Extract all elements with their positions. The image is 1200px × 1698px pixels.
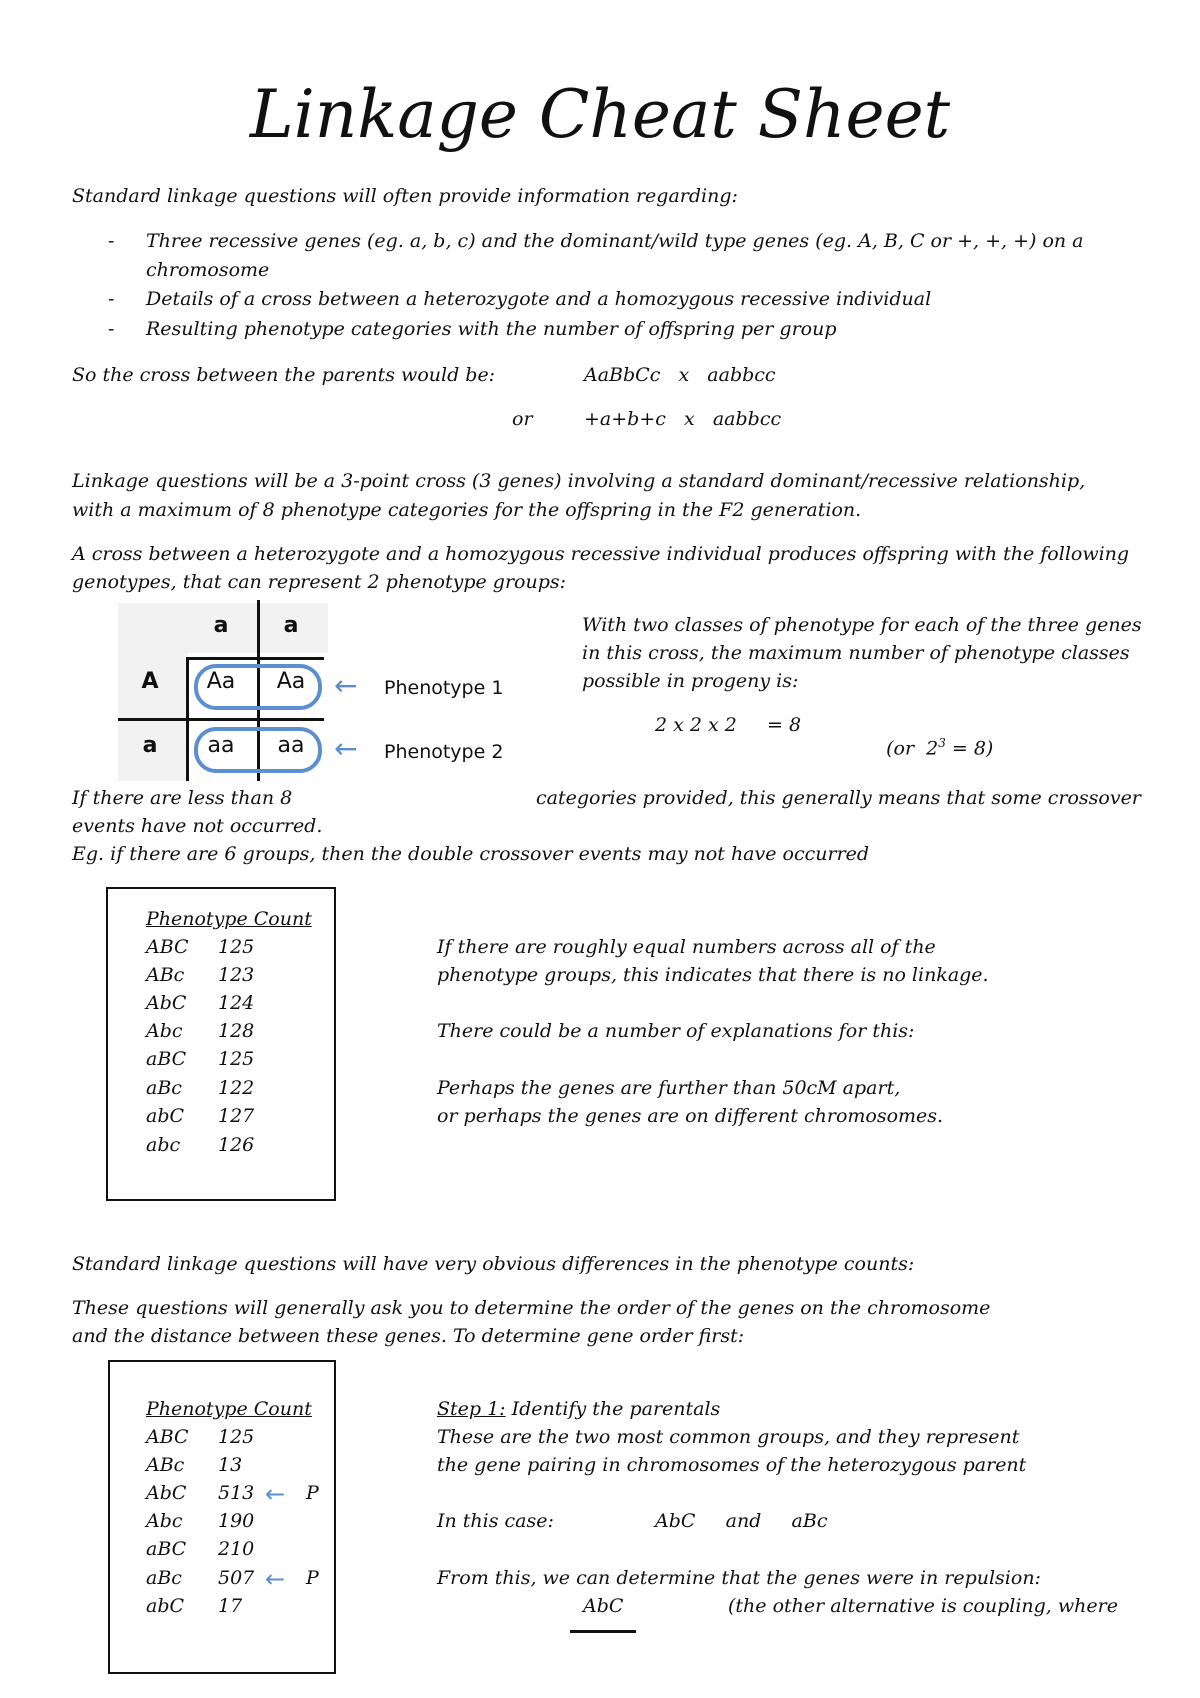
table-row-count: 17 [218,1595,243,1617]
no-linkage-line4: Perhaps the genes are further than 50cM apart, [437,1077,901,1099]
punnett-cell: Aa [276,669,306,694]
punnett-row-header: A [141,669,159,694]
max-classes-line1: With two classes of phenotype for each of the three genes [582,614,1142,636]
punnett-row-header: a [142,733,158,758]
less-than-part2: categories provided, this generally means that some crossover [536,787,1141,809]
table-row: AbC [146,992,187,1014]
table-row: Abc [146,1020,183,1042]
parental-marker: P [306,1482,319,1504]
step1-label: Step 1: [437,1398,506,1420]
table-row: aBc [146,1077,182,1099]
cross-1: AaBbCc x aabbcc [584,364,776,386]
coupling-text: (the other alternative is coupling, where [728,1595,1118,1617]
table-row-count: 124 [218,992,255,1014]
table-row-count: 126 [218,1134,255,1156]
repulsion-text: From this, we can determine that the genes were in repulsion: [437,1567,1041,1589]
punnett-col-header: a [283,613,299,638]
punnett-col-header: a [213,613,229,638]
phenotype-1-label: Phenotype 1 [384,677,504,699]
bullet-1-line1: Three recessive genes (eg. a, b, c) and the dominant/wild type genes (eg. A, B, C or +, +, +) on a [146,230,1084,252]
page-title: Linkage Cheat Sheet [249,76,951,153]
table-row: ABc [146,1454,185,1476]
bullet-2: Details of a cross between a heterozygote and a homozygous recessive individual [146,288,932,310]
table-row-count: 122 [218,1077,255,1099]
bullet-marker: - [108,230,115,252]
table-row: AbC [146,1482,187,1504]
max-classes-line2: in this cross, the maximum number of phenotype classes [582,642,1130,664]
cross-desc-line2: genotypes, that can represent 2 phenotype groups: [72,571,567,593]
table-row-count: 125 [218,936,255,958]
table-row-count: 13 [218,1454,243,1476]
table-row: aBC [146,1048,187,1070]
table-row-count: 128 [218,1020,255,1042]
chromosome-top: AbC [583,1595,624,1617]
table-row-count: 123 [218,964,255,986]
max-classes-calc: 2 x 2 x 2 = 8 [655,714,802,736]
cross-or: or [512,408,533,430]
chromosome-line [570,1630,636,1633]
table-row: abC [146,1105,185,1127]
step1-line1: These are the two most common groups, and they represent [437,1426,1020,1448]
max-classes-line3: possible in progeny is: [582,670,799,692]
intro-text: Standard linkage questions will often provide information regarding: [72,185,738,207]
phenotype-1-highlight [194,664,322,710]
grid-line [186,657,324,660]
table-row-count: 190 [218,1510,255,1532]
table-row: abC [146,1595,185,1617]
step1-title: Identify the parentals [505,1398,721,1420]
grid-line [186,657,189,781]
punnett-cell: Aa [206,669,236,694]
table-row: aBc [146,1567,182,1589]
table-row-count: 513 [218,1482,255,1504]
table-row-count: 125 [218,1048,255,1070]
three-point-line1: Linkage questions will be a 3-point cross (3 genes) involving a standard dominant/recessive relationship, [72,470,1086,492]
left-arrow-icon: ← [334,669,358,702]
table-row-count: 127 [218,1105,255,1127]
std-linkage-text: Standard linkage questions will have very obvious differences in the phenotype counts: [72,1253,915,1275]
no-linkage-line2: phenotype groups, this indicates that there is no linkage. [437,964,989,986]
punnett-cell: aa [277,733,305,758]
step1-line2: the gene pairing in chromosomes of the heterozygous parent [437,1454,1027,1476]
grid-line [118,718,324,721]
less-than-line3: Eg. if there are 6 groups, then the double crossover events may not have occurred [72,843,870,865]
table-row: aBC [146,1538,187,1560]
order-line2: and the distance between these genes. To determine gene order first: [72,1325,745,1347]
cross-2: +a+b+c x aabbcc [584,408,782,430]
less-than-part1: If there are less than 8 [72,787,293,809]
parental-marker: P [306,1567,319,1589]
bullet-marker: - [108,288,115,310]
left-arrow-icon: ← [334,732,358,765]
alt-suffix: = 8) [945,737,994,760]
bullet-3: Resulting phenotype categories with the number of offspring per group [146,318,837,340]
table-row-count: 210 [218,1538,255,1560]
step1-heading [437,1398,720,1420]
alt-prefix: (or 2 [886,737,939,760]
cross-label: So the cross between the parents would be: [72,364,496,386]
left-arrow-icon: ← [265,1565,286,1593]
bullet-marker: - [108,318,115,340]
table-row: Abc [146,1510,183,1532]
three-point-line2: with a maximum of 8 phenotype categories for the offspring in the F2 generation. [72,499,862,521]
alt-exponent: 3 [938,736,946,750]
phenotype-2-label: Phenotype 2 [384,741,504,763]
case-value: AbC and aBc [655,1510,828,1532]
less-than-line2: events have not occurred. [72,815,323,837]
table2-header: Phenotype Count [146,1398,312,1420]
table-row: abc [146,1134,181,1156]
no-linkage-line1: If there are roughly equal numbers across all of the [437,936,936,958]
table-row-count: 125 [218,1426,255,1448]
order-line1: These questions will generally ask you to determine the order of the genes on the chromosome [72,1297,991,1319]
table1-header: Phenotype Count [146,908,312,930]
punnett-cell: aa [207,733,235,758]
phenotype-2-highlight [194,727,322,773]
table-row: ABC [146,1426,189,1448]
cross-desc-line1: A cross between a heterozygote and a homozygous recessive individual produces offspring with the following [72,543,1130,565]
table-row: ABc [146,964,185,986]
no-linkage-line5: or perhaps the genes are on different chromosomes. [437,1105,944,1127]
bullet-1-line2: chromosome [146,259,270,281]
table-row: ABC [146,936,189,958]
left-arrow-icon: ← [265,1480,286,1508]
table-row-count: 507 [218,1567,255,1589]
case-label: In this case: [437,1510,554,1532]
no-linkage-line3: There could be a number of explanations for this: [437,1020,915,1042]
max-classes-alt [874,714,993,759]
